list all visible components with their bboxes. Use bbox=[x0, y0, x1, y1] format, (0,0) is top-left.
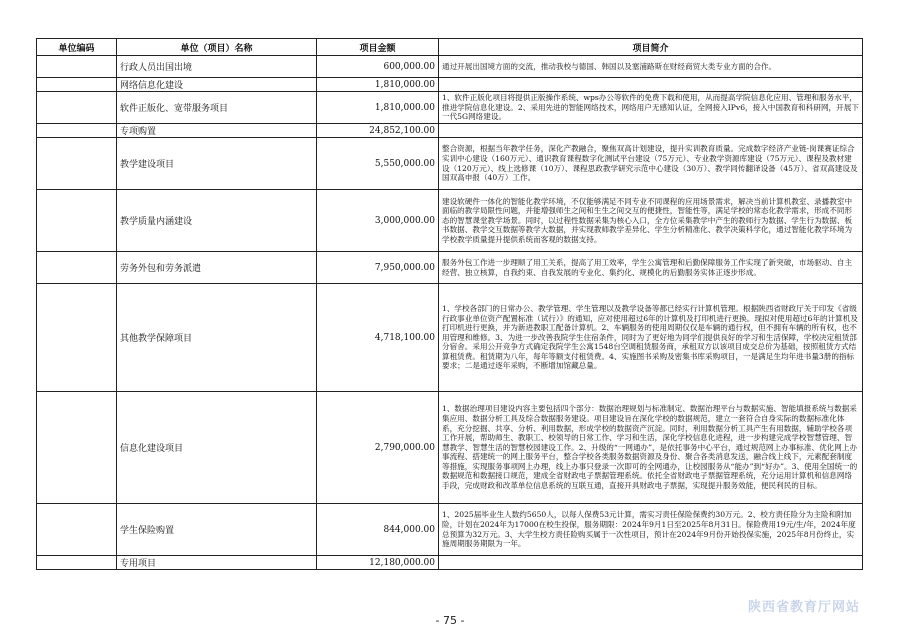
table-row bbox=[37, 124, 863, 138]
table-row bbox=[37, 78, 863, 92]
unit-code-cell bbox=[37, 56, 117, 78]
project-intro-cell bbox=[439, 78, 863, 92]
unit-code-cell bbox=[37, 284, 117, 392]
table-row bbox=[37, 252, 863, 284]
project-name-cell: 学生保险购置 bbox=[117, 504, 317, 556]
project-amount-cell: 1,810,000.00 bbox=[317, 92, 439, 124]
header-project-amount: 项目金额 bbox=[317, 39, 439, 56]
project-intro-cell: 服务外包工作进一步理顺了用工关系，提高了用工效率，学生公寓管理和后勤保障服务工作实现了新突破，市场驱动、自主经营、独立核算，自我约束、自我发展的专业化、集约化、规模化的后勤服务实体正逐步形成。 bbox=[439, 252, 863, 284]
table-row bbox=[37, 56, 863, 78]
project-amount-cell: 1,810,000.00 bbox=[317, 78, 439, 92]
table-row bbox=[37, 190, 863, 252]
table-row bbox=[37, 392, 863, 504]
project-intro-cell: 1、软件正版化项目将提供正版操作系统、wps办公等软件的免费下载和使用，从而提高学院信息化应用、管理和服务水平，推进学院信息化建设。2、采用先进的智能网络技术，网络用户无感知认证，全网接入IPv6，接入中国教育和科研网，开展下一代5G网络建设。 bbox=[439, 92, 863, 124]
project-name-cell: 专项购置 bbox=[117, 124, 317, 138]
project-amount-cell: 5,550,000.00 bbox=[317, 138, 439, 190]
unit-code-cell bbox=[37, 556, 117, 570]
table-header-row bbox=[37, 39, 863, 56]
table-row bbox=[37, 284, 863, 392]
table-row bbox=[37, 138, 863, 190]
project-name-cell: 劳务外包和劳务派遣 bbox=[117, 252, 317, 284]
project-name-cell: 行政人员出国出境 bbox=[117, 56, 317, 78]
header-project-name: 单位（项目）名称 bbox=[117, 39, 317, 56]
project-amount-cell: 12,180,000.00 bbox=[317, 556, 439, 570]
project-name-cell: 其他教学保障项目 bbox=[117, 284, 317, 392]
project-amount-cell: 600,000.00 bbox=[317, 56, 439, 78]
project-amount-cell: 24,852,100.00 bbox=[317, 124, 439, 138]
project-intro-cell bbox=[439, 556, 863, 570]
project-intro-cell: 建设软硬件一体化的智能化教学环境，不仅能够满足不同专业不同课程的应用场景需求，解决当前计算机教室、录播教室中面临的教学局限性问题，并能增强师生之间和生生之间交互的便捷性，智能性等，满足学校的常态化教学需求，形成不同形态的智慧课堂教学场景。同时，以过程性数据采集为核心入口，全方位采集教学中产生的教师行为数据、学生行为数据、板书数据、教学交互数据等教学大数据，并实现教师教学差异化、学生分析精准化、教学决策科学化，通过智能化教学环境为学校教学质量提升提供系统而客观的数据支持。 bbox=[439, 190, 863, 252]
project-intro-cell: 1、数据治理项目建设内容主要包括四个部分：数据治理规划与标准制定、数据治理平台与数据实施、智能填报系统与数据采集应用、数据分析工具及综合数据服务建设。项目建设旨在深化学校的数据规范，建立一套符合自身实际的数据标准化体系，充分挖掘、共享、分析、利用数据，形成学校的数据资产沉淀。同时，利用数据分析工具产生有用数据，辅助学校各项工作开展，帮助师生、教职工、校领导的日常工作、学习和生活，深化学校信息化进程，进一步构建完成学校智慧管理、智慧教学、智慧生活的智慧校园建设工作。2、升级的“一网通办”，是依托事务中心平台，通过规范网上办事标准、优化网上办事流程、搭建统一的网上服务平台，整合学校各类服务数据资源及身份、聚合各类消息发送，融合线上线下，元素配套制度等措施，实现服务事项网上办理，线上办事只登录一次即可的全网通办，让校园服务从“能办”到“好办”。3、使用全国统一的数据规范和数据接口规范，建成全省财政电子票据管理系统。依托全省财政电子票据管理系统，充分运用计算机和信息网络手段，完成财政和改革单位信息系统的互联互通，直接开具财政电子票据，实现提升服务效能，便民利民的目标。 bbox=[439, 392, 863, 504]
project-intro-cell: 1、学校各部门的日常办公、教学管理、学生管理以及教学设备等都已经实行计算机管理。根据陕西省财政厅关于印发《省级行政事业单位资产配置标准（试行）》的通知，应对使用超过6年的计算机及打印机进行更换。现拟对使用超过6年的计算机及打印机进行更换，并为新进教职工配备计算机。2、车辆服务的使用周期仅仅是车辆的通行权，但不拥有车辆的所有权，也不用管理和维修。3、为进一步改善我院学生住宿条件，同时为了更好地为同学们提供良好的学习和生活保障，学校决定租赁部分宿舍。采用公开竞争方式确定我院学生公寓1548台空调租赁服务商，承租双方以该项目成交总价为基础，按照租赁方式结算租赁费。租赁期为八年，每年等额支付租赁费。4、实施图书采购及密集书库采购项目，一是满足生均年进书量3册的指标要求；二是通过逐年采购，不断增加馆藏总量。 bbox=[439, 284, 863, 392]
project-amount-cell: 7,950,000.00 bbox=[317, 252, 439, 284]
unit-code-cell bbox=[37, 92, 117, 124]
budget-table bbox=[36, 38, 863, 570]
project-intro-cell: 通过开展出国境方面的交流，推动我校与德国、韩国以及塞浦路斯在财经商贸大类专业方面的合作。 bbox=[439, 56, 863, 78]
unit-code-cell bbox=[37, 190, 117, 252]
project-amount-cell: 4,718,100.00 bbox=[317, 284, 439, 392]
unit-code-cell bbox=[37, 392, 117, 504]
header-unit-code: 单位编码 bbox=[37, 39, 117, 56]
watermark-stamp: 陕西省教育厅网站 bbox=[747, 600, 860, 615]
unit-code-cell bbox=[37, 124, 117, 138]
project-name-cell: 教学建设项目 bbox=[117, 138, 317, 190]
unit-code-cell bbox=[37, 504, 117, 556]
unit-code-cell bbox=[37, 138, 117, 190]
table-row bbox=[37, 504, 863, 556]
project-name-cell: 网络信息化建设 bbox=[117, 78, 317, 92]
project-name-cell: 专用项目 bbox=[117, 556, 317, 570]
header-project-intro: 项目简介 bbox=[439, 39, 863, 56]
project-name-cell: 软件正版化、宽带服务项目 bbox=[117, 92, 317, 124]
project-amount-cell: 3,000,000.00 bbox=[317, 190, 439, 252]
project-intro-cell bbox=[439, 124, 863, 138]
project-name-cell: 教学质量内涵建设 bbox=[117, 190, 317, 252]
project-amount-cell: 844,000.00 bbox=[317, 504, 439, 556]
table-row bbox=[37, 92, 863, 124]
project-amount-cell: 2,790,000.00 bbox=[317, 392, 439, 504]
page-number: - 75 - bbox=[435, 614, 465, 627]
project-name-cell: 信息化建设项目 bbox=[117, 392, 317, 504]
unit-code-cell bbox=[37, 78, 117, 92]
project-intro-cell: 1、2025届毕业生人数约5650人，以每人保费53元计算，需实习责任保险保费约30万元。2、校方责任险分为主险和附加险，计划在2024年为17000在校生投保，服务期限：2024年9月1日至2025年8月31日。保险费用19元/生/年，2024年度总预算为32万元。3、大学生校方责任险购买属于一次性项目，预计在2024年9月份开始投保实施，2025年8月份终止，实施周期服务期限为一年。 bbox=[439, 504, 863, 556]
table-row bbox=[37, 556, 863, 570]
unit-code-cell bbox=[37, 252, 117, 284]
project-intro-cell: 整合资源，根据当年教学任务，深化产教融合，聚焦双高计划建设，提升实训教育质量。完成数字经济产业链-岗课赛证综合实训中心建设（160万元）、通识教育课程数字化测试平台建设（75万元）、专业教学资源库建设（75万元）、课程及教材建设（120万元）、线上选修课（10万）、课程思政教学研究示范中心建设（30万）、教学同传翻译设备（45万）、省双高建设及国双高申报（40万）工作。 bbox=[439, 138, 863, 190]
